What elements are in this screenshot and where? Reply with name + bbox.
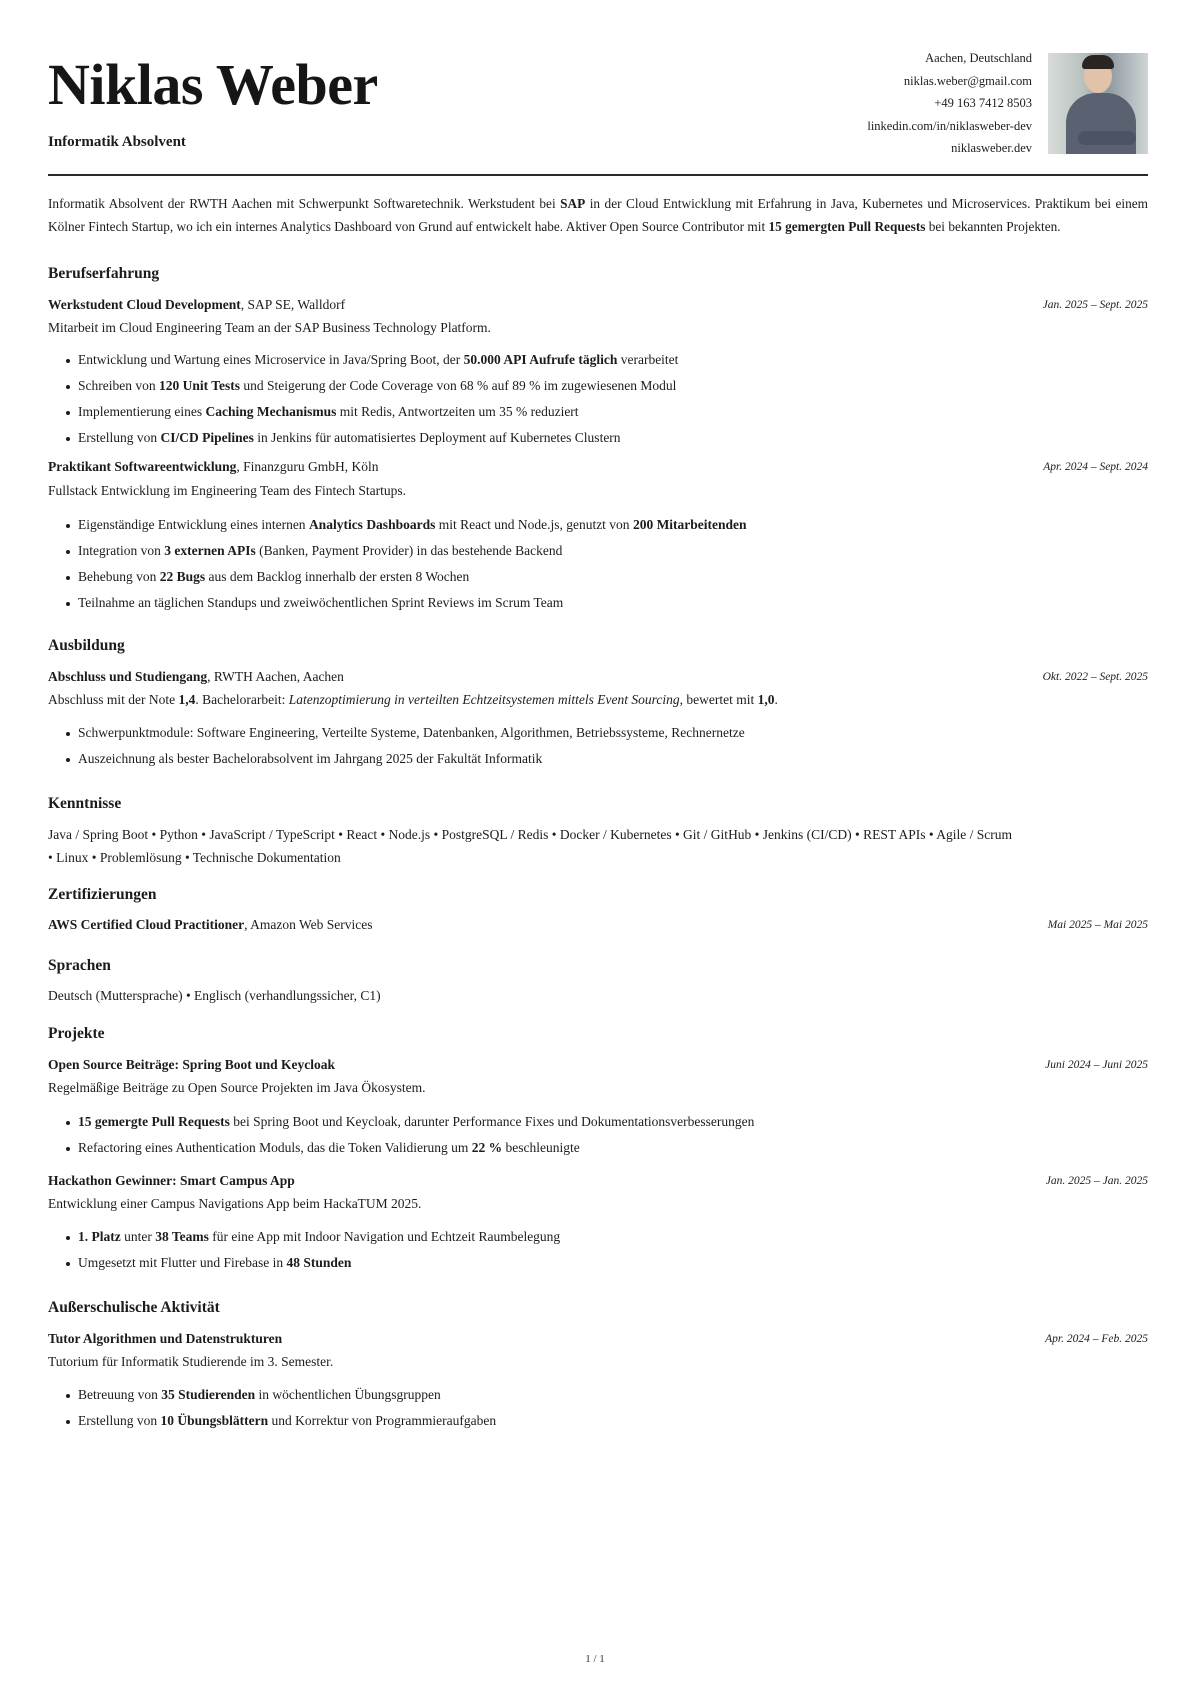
contact-block (867, 47, 1032, 160)
experience-entry-title: Praktikant Softwareentwicklung, Finanzguru GmbH, Köln (48, 459, 379, 474)
activity-bullet-list (48, 1384, 496, 1436)
section-title-experience: Berufserfahrung (48, 265, 160, 282)
list-item: 15 gemergte Pull Requests bei Spring Boot und Keycloak, darunter Performance Fixes und Dokumentationsverbesserungen (48, 1111, 754, 1137)
project-entry-date: Jan. 2025 – Jan. 2025 (1045, 1175, 1148, 1187)
list-item: Erstellung von CI/CD Pipelines in Jenkins für automatisiertes Deployment auf Kubernetes Clustern (48, 427, 678, 453)
list-item: Umgesetzt mit Flutter und Firebase in 48 Stunden (48, 1252, 560, 1278)
project-bullet-list (48, 1111, 754, 1163)
list-item: Erstellung von 10 Übungsblättern und Korrektur von Programmieraufgaben (48, 1410, 496, 1436)
list-item: Auszeichnung als bester Bachelorabsolvent im Jahrgang 2025 der Fakultät Informatik (48, 748, 745, 774)
project-entry-description: Entwicklung einer Campus Navigations App beim HackaTUM 2025. (48, 1196, 422, 1211)
project-entry-title: Hackathon Gewinner: Smart Campus App (48, 1173, 295, 1188)
resume-page (48, 0, 1148, 1428)
activity-entry-date: Apr. 2024 – Feb. 2025 (1045, 1333, 1148, 1345)
section-title-activities: Außerschulische Aktivität (48, 1299, 220, 1316)
education-bullet-list (48, 722, 745, 774)
project-entry-title: Open Source Beiträge: Spring Boot und Keycloak (48, 1057, 336, 1072)
section-title-certifications: Zertifizierungen (48, 886, 157, 903)
contact-location: Aachen, Deutschland (925, 51, 1032, 65)
experience-entry-date: Apr. 2024 – Sept. 2024 (1043, 461, 1148, 473)
activity-entry-title: Tutor Algorithmen und Datenstrukturen (48, 1331, 283, 1346)
experience-entry-date: Jan. 2025 – Sept. 2025 (1042, 299, 1148, 311)
languages-list: Deutsch (Muttersprache) • Englisch (verhandlungssicher, C1) (48, 988, 381, 1003)
summary-paragraph: Informatik Absolvent der RWTH Aachen mit Schwerpunkt Softwaretechnik. Werkstudent bei SAP in der Cloud Entwicklung mit Erfahrung in Java, Kubernetes und Microservices. Praktikum bei einem Kölner Fintech Startup, wo ich ein internes Analytics Dashboard von Grund auf entwickelt habe. Aktiver Open Source Contributor mit 15 gemergten Pull Requests bei bekannten Projekten. (48, 196, 1148, 234)
certification-entry-date: Mai 2025 – Mai 2025 (1047, 919, 1148, 931)
page-number: 1 / 1 (585, 1653, 605, 1665)
list-item: Entwicklung und Wartung eines Microservice in Java/Spring Boot, der 50.000 API Aufrufe täglich verarbeitet (48, 349, 678, 375)
contact-email[interactable]: niklas.weber@gmail.com (903, 73, 1032, 88)
activity-entry-description: Tutorium für Informatik Studierende im 3. Semester. (48, 1354, 334, 1369)
list-item: Schreiben von 120 Unit Tests und Steigerung der Code Coverage von 68 % auf 89 % im zugewiesenen Modul (48, 375, 678, 401)
list-item: Behebung von 22 Bugs aus dem Backlog innerhalb der ersten 8 Wochen (48, 566, 747, 592)
project-entry-description: Regelmäßige Beiträge zu Open Source Projekten im Java Ökosystem. (48, 1080, 426, 1095)
experience-entry-description: Fullstack Entwicklung im Engineering Team des Fintech Startups. (48, 483, 407, 498)
education-entry-title: Abschluss und Studiengang, RWTH Aachen, Aachen (48, 669, 344, 684)
section-title-projects: Projekte (48, 1025, 105, 1042)
list-item: Schwerpunktmodule: Software Engineering, Verteilte Systeme, Datenbanken, Algorithmen, Betriebssysteme, Rechnernetze (48, 722, 745, 748)
list-item: Betreuung von 35 Studierenden in wöchentlichen Übungsgruppen (48, 1384, 496, 1410)
resume-header (48, 0, 1148, 176)
list-item: Refactoring eines Authentication Moduls, das die Token Validierung um 22 % beschleunigte (48, 1137, 754, 1163)
contact-linkedin[interactable]: linkedin.com/in/niklasweber-dev (867, 118, 1032, 133)
section-title-languages: Sprachen (48, 957, 111, 974)
profile-photo (1048, 53, 1148, 154)
experience-entry-description: Mitarbeit im Cloud Engineering Team an der SAP Business Technology Platform. (48, 320, 491, 335)
list-item: 1. Platz unter 38 Teams für eine App mit Indoor Navigation und Echtzeit Raumbelegung (48, 1226, 560, 1252)
section-title-education: Ausbildung (48, 637, 125, 654)
list-item: Eigenständige Entwicklung eines internen Analytics Dashboards mit React und Node.js, genutzt von 200 Mitarbeitenden (48, 514, 747, 540)
experience-bullet-list (48, 514, 747, 618)
certification-entry-title: AWS Certified Cloud Practitioner, Amazon Web Services (48, 917, 373, 932)
candidate-tagline: Informatik Absolvent (48, 134, 186, 150)
education-entry-description: Abschluss mit der Note 1,4. Bachelorarbeit: Latenzoptimierung in verteilten Echtzeitsystemen mittels Event Sourcing, bewertet mit 1,0. (48, 692, 778, 707)
education-entry-date: Okt. 2022 – Sept. 2025 (1042, 671, 1148, 683)
list-item: Integration von 3 externen APIs (Banken, Payment Provider) in das bestehende Backend (48, 540, 747, 566)
list-item: Implementierung eines Caching Mechanismus mit Redis, Antwortzeiten um 35 % reduziert (48, 401, 678, 427)
experience-entry-title: Werkstudent Cloud Development, SAP SE, Walldorf (48, 297, 346, 312)
contact-website[interactable]: niklasweber.dev (951, 141, 1032, 155)
section-title-skills: Kenntnisse (48, 795, 122, 812)
project-entry-date: Juni 2024 – Juni 2025 (1045, 1059, 1148, 1071)
header-divider (48, 174, 1148, 176)
experience-bullet-list (48, 349, 678, 453)
contact-phone[interactable]: +49 163 7412 8503 (934, 96, 1032, 110)
list-item: Teilnahme an täglichen Standups und zweiwöchentlichen Sprint Reviews im Scrum Team (48, 592, 747, 618)
project-bullet-list (48, 1226, 560, 1278)
candidate-name: Niklas Weber (48, 52, 378, 117)
skills-list: Java / Spring Boot • Python • JavaScript / TypeScript • React • Node.js • PostgreSQL / Redis • Docker / Kubernetes • Git / GitHub • Jenkins (CI/CD) • REST APIs • Agile / Scrum • Linux • Problemlösung • Technische Dokumentation (48, 827, 1013, 865)
